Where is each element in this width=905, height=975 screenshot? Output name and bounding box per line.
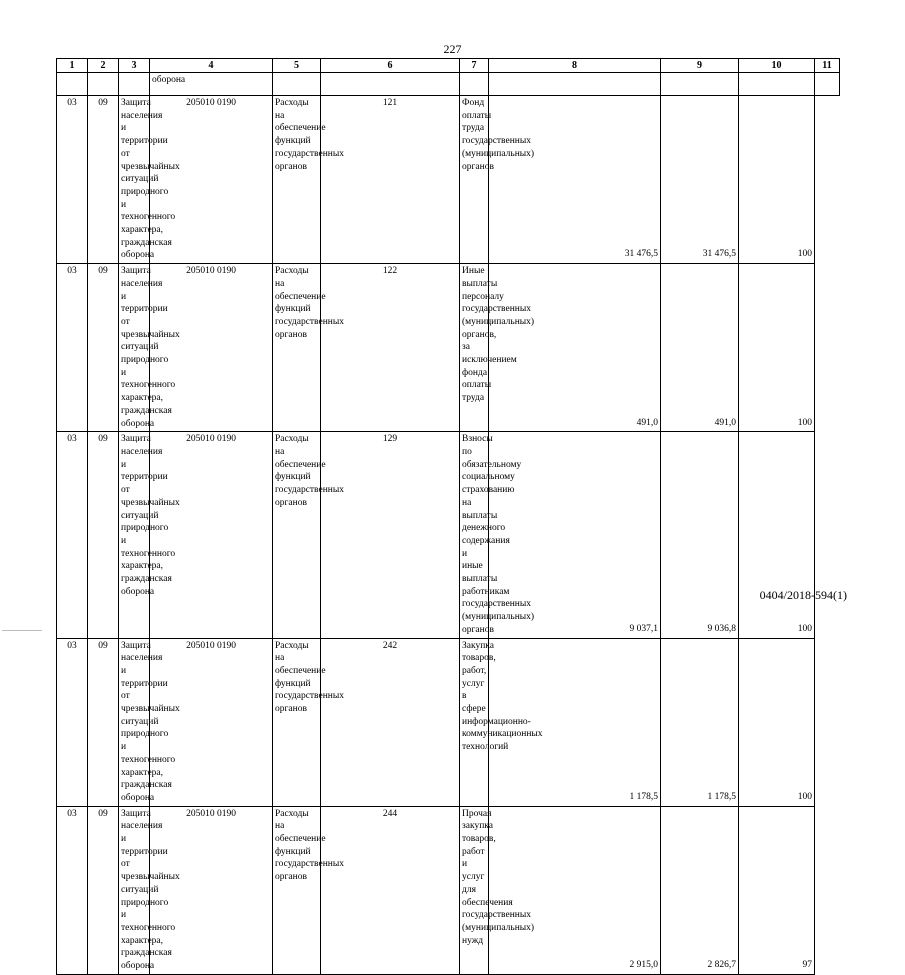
subsection-code: 09 — [88, 432, 119, 638]
section-name: Защита населения и территории от чрезвычайных ситуаций природного и техногенного характера, гражданская оборона — [119, 806, 150, 974]
section-code: 03 — [57, 96, 88, 264]
col-header-2: 2 — [88, 59, 119, 73]
executed-amount: 2 826,7 — [661, 806, 739, 974]
section-name: Защита населения и территории от чрезвычайных ситуаций природного и техногенного характера, гражданская оборона — [119, 432, 150, 638]
section-name: Защита населения и территории от чрезвычайных ситуаций природного и техногенного характера, гражданская оборона — [119, 96, 150, 264]
execution-percent: 100 — [739, 432, 815, 638]
expense-type-name: Взносы по обязательному социальному страхованию на выплаты денежного содержания и иные выплаты работникам государственных (муниципальных) органов — [460, 432, 489, 638]
expense-type-code: 242 — [321, 638, 460, 806]
subsection-code: 09 — [88, 806, 119, 974]
execution-percent: 100 — [739, 96, 815, 264]
table-row — [57, 638, 840, 806]
subsection-code: 09 — [88, 96, 119, 264]
planned-amount: 1 178,5 — [489, 638, 661, 806]
planned-amount: 491,0 — [489, 264, 661, 432]
section-name: Защита населения и территории от чрезвычайных ситуаций природного и техногенного характера, гражданская оборона — [119, 638, 150, 806]
page-number: 227 — [443, 42, 462, 56]
section-code: 03 — [57, 638, 88, 806]
section-code: 03 — [57, 432, 88, 638]
table-row — [57, 264, 840, 432]
scan-edge-mark — [2, 630, 42, 631]
expense-type-code: 244 — [321, 806, 460, 974]
target-article-code: 205010 0190 — [150, 96, 273, 264]
target-article-name: Расходы на обеспечение функций государственных органов — [273, 96, 321, 264]
col-header-11: 11 — [815, 59, 840, 73]
document-code: 0404/2018-594(1) — [759, 588, 847, 602]
target-article-name: Расходы на обеспечение функций государственных органов — [273, 806, 321, 974]
subsection-code: 09 — [88, 638, 119, 806]
col-header-5: 5 — [273, 59, 321, 73]
execution-percent: 97 — [739, 806, 815, 974]
expense-type-code: 121 — [321, 96, 460, 264]
table-row — [57, 432, 840, 638]
header-row — [57, 59, 840, 73]
section-name: Защита населения и территории от чрезвычайных ситуаций природного и техногенного характера, гражданская оборона — [119, 264, 150, 432]
target-article-code: 205010 0190 — [150, 638, 273, 806]
col-header-9: 9 — [661, 59, 739, 73]
executed-amount: 31 476,5 — [661, 96, 739, 264]
executed-amount: 9 036,8 — [661, 432, 739, 638]
target-article-name: Расходы на обеспечение функций государственных органов — [273, 638, 321, 806]
continuation-row — [57, 73, 840, 96]
col-header-1: 1 — [57, 59, 88, 73]
section-code: 03 — [57, 806, 88, 974]
target-article-code: 205010 0190 — [150, 806, 273, 974]
continuation-text: оборона — [150, 73, 273, 96]
col-header-10: 10 — [739, 59, 815, 73]
expense-type-name: Закупка товаров, работ, услуг в сфере информационно-коммуникационных технологий — [460, 638, 489, 806]
execution-percent: 100 — [739, 264, 815, 432]
expense-type-name: Иные выплаты персоналу государственных (муниципальных) органов, за исключением фонда оплаты труда — [460, 264, 489, 432]
budget-table — [56, 58, 840, 975]
col-header-3: 3 — [119, 59, 150, 73]
execution-percent: 100 — [739, 638, 815, 806]
target-article-name: Расходы на обеспечение функций государственных органов — [273, 432, 321, 638]
target-article-code: 205010 0190 — [150, 432, 273, 638]
col-header-8: 8 — [489, 59, 661, 73]
col-header-4: 4 — [150, 59, 273, 73]
col-header-6: 6 — [321, 59, 460, 73]
target-article-name: Расходы на обеспечение функций государственных органов — [273, 264, 321, 432]
expense-type-name: Фонд оплаты труда государственных (муниципальных) органов — [460, 96, 489, 264]
table-row — [57, 806, 840, 974]
expense-type-code: 122 — [321, 264, 460, 432]
planned-amount: 2 915,0 — [489, 806, 661, 974]
target-article-code: 205010 0190 — [150, 264, 273, 432]
expense-type-name: Прочая закупка товаров, работ и услуг для обеспечения государственных (муниципальных) нужд — [460, 806, 489, 974]
expense-type-code: 129 — [321, 432, 460, 638]
section-code: 03 — [57, 264, 88, 432]
subsection-code: 09 — [88, 264, 119, 432]
executed-amount: 491,0 — [661, 264, 739, 432]
planned-amount: 9 037,1 — [489, 432, 661, 638]
table-row — [57, 96, 840, 264]
planned-amount: 31 476,5 — [489, 96, 661, 264]
executed-amount: 1 178,5 — [661, 638, 739, 806]
col-header-7: 7 — [460, 59, 489, 73]
